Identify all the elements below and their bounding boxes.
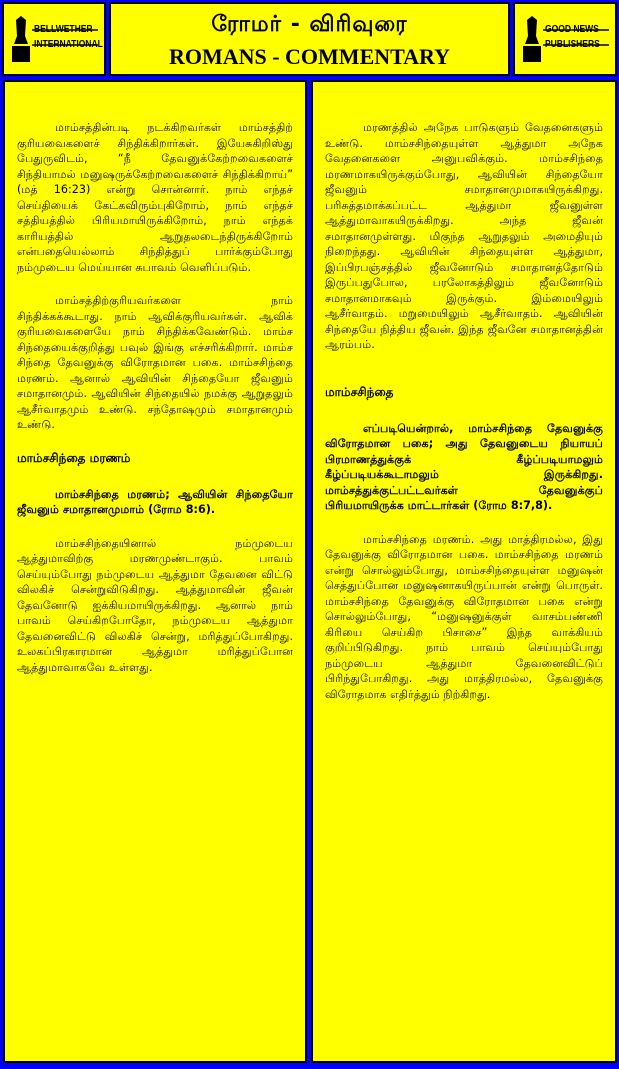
section-heading-flesh-mind-death: மாம்சசிந்தை மரணம் xyxy=(17,450,131,465)
left-paragraph-3: மாம்சசிந்தையினால் நம்முடைய ஆத்துமாவிற்கு மரணமுண்டாகும். பாவம் செய்யும்போது நம்முடைய ஆத்துமா தேவனை விட்டு விலகிச் சென்றுவிடுகிறது. ஆத்துமாவின் ஜீவன் தேவனோடு ஐக்கியமாயிருக்கிறது. ஆனால் நாம் பாவம் செய்கிறபோதோ, நம்முடைய ஆத்துமா தேவனைவிட்டு விலகிச் சென்று, மரித்துப்போகிறது. உலகப்பிரகாரமான ஆத்துமா மரித்துப்போன ஆத்துமாவாகவே உள்ளது. xyxy=(17,536,293,674)
verse-romans-8-7-8: எப்படியென்றால், மாம்சசிந்தை தேவனுக்கு விரோதமான பகை; அது தேவனுடைய நியாயப் பிரமாணத்துக்குக் கீழ்ப்படியாமலும் கீழ்ப்படியக்கூடாமலும் இருக்கிறது. மாம்சத்துக்குட்பட்டவர்கள் தேவனுக்குப் பிரியமாயிருக்க மாட்டார்கள் (ரோம 8:7,8). xyxy=(325,421,603,512)
bellwether-logo-line1: BELLWETHER xyxy=(34,24,93,35)
left-column xyxy=(3,80,307,1063)
title-box xyxy=(109,2,510,76)
left-paragraph-1: மாம்சத்தின்படி நடக்கிறவர்கள் மாம்சத்திற் குரியவைகளைச் சிந்திக்கிறார்கள். இயேசுகிறிஸ்து பேதுருவிடம், “நீ தேவனுக்கேற்றவைகளைச் சிந்தியாமல் மனுஷருக்கேற்றவைகளைச் சிந்திக்கிறாய்” (மத் 16:23) என்று சொன்னார். நாம் எந்தச் செய்தியைக் கேட்கவிரும்புகிறோம், நாம் எந்தச் சத்தியத்தில் பிரியமாயிருக்கிறோம், நாம் எந்தக் காரியத்தில் ஆறுதலடைந்திருக்கிறோம் என்பதையெல்லாம் சிந்தித்துப் பார்க்கும்போது நம்முடைய மெய்யான சுபாவம் வெளிப்படும். xyxy=(17,121,293,274)
bellwether-logo-box xyxy=(2,2,106,76)
bellwether-logo-line2: INTERNATIONAL xyxy=(34,39,103,50)
good-news-logo-line2: PUBLISHERS xyxy=(545,39,600,50)
section-heading-flesh-mind: மாம்சசிந்தை xyxy=(325,384,394,399)
page-title-english: ROMANS - COMMENTARY xyxy=(168,44,451,69)
right-paragraph-2: மாம்சசிந்தை மரணம். அது மாத்திரமல்ல, இது தேவனுக்கு விரோதமான பகை. மாம்சசிந்தை மரணம் என்று சொல்லும்போது, மாம்சசிந்தையுள்ள மனுஷன் செத்துப்போன மனுஷனாகயிருப்பான் என்று பொருள். மாம்சசிந்தை தேவனுக்கு விரோதமான பகை என்று சொல்லும்போது, “மனுஷனுக்குள் வாசம்பண்ணி கிரியை செய்கிற பிசாசை” இந்த வாக்கியம் குறிப்பிடுகிறது. நாம் பாவம் செய்யும்போது நம்முடைய ஆத்துமா தேவனைவிட்டுப் பிரிந்துபோகிறது. அது மாத்திரமல்ல, தேவனுக்கு விரோதமாக எதிர்த்தும் நிற்கிறது. xyxy=(325,532,603,701)
verse-romans-8-6: மாம்சசிந்தை மரணம்; ஆவியின் சிந்தையோ ஜீவனும் சமாதானமுமாம் (ரோம 8:6). xyxy=(17,487,293,516)
good-news-logo-line1: GOOD NEWS xyxy=(545,24,599,35)
page-title-tamil: ரோமர் - விரிவுரை xyxy=(211,12,408,37)
left-paragraph-2: மாம்சத்திற்குரியவர்களை நாம் சிந்திக்கக்கூடாது. நாம் ஆவிக்குரியவர்கள். ஆவிக் குரியவைகளையே நாம் சிந்திக்கவேண்டும். மாம்ச சிந்தையைக்குறித்து பவுல் இங்கு எச்சரிக்கிறார். மாம்ச சிந்தை தேவனுக்கு விரோதமான பகை. மாம்சசிந்தை மரணம். ஆனால் ஆவியின் சிந்தையோ ஜீவனும் சமாதானமும். ஆவியின் சிந்தையில் நமக்கு ஆறுதலும் ஆசீர்வாதமும் உண்டு. சந்தோஷமும் சமாதானமும் உண்டு. xyxy=(17,294,293,431)
right-column xyxy=(311,80,617,1063)
right-paragraph-1: மரணத்தில் அநேக பாடுகளும் வேதனைகளும் உண்டு. மாம்சசிந்தையுள்ள ஆத்துமா அநேக வேதனைகளை அனுபவிக்கும். மாம்சசிந்தை மரணமாகயிருக்கும்போது, ஆவியின் சிந்தையோ ஜீவனும் சமாதானமுமாகயிருக்கிறது. பரிசுத்தமாக்கப்பட்ட ஆத்துமா ஜீவனுள்ள ஆத்துமாவாகயிருக்கிறது. அந்த ஜீவன் சமாதானமுள்ளது. மிகுந்த ஆறுதலும் அமைதியும் நிறைந்தது. ஆவியின் சிந்தையுள்ள ஆத்துமா, இப்பிரபஞ்சத்தில் ஜீவனோடும் சமாதானத்தோடும் இருப்பதுபோல, பரலோகத்திலும் ஜீவனோடும் சமாதானமாகவும் இருக்கும். இம்மையிலும் ஆசீர்வாதம். மறுமையிலும் ஆசீர்வாதம். ஆவியின் சிந்தையே நித்திய ஜீவன். இந்த ஜீவனே சமாதானத்தின் ஆரம்பம். xyxy=(325,121,603,351)
good-news-logo-box xyxy=(513,2,617,76)
header xyxy=(2,2,617,76)
